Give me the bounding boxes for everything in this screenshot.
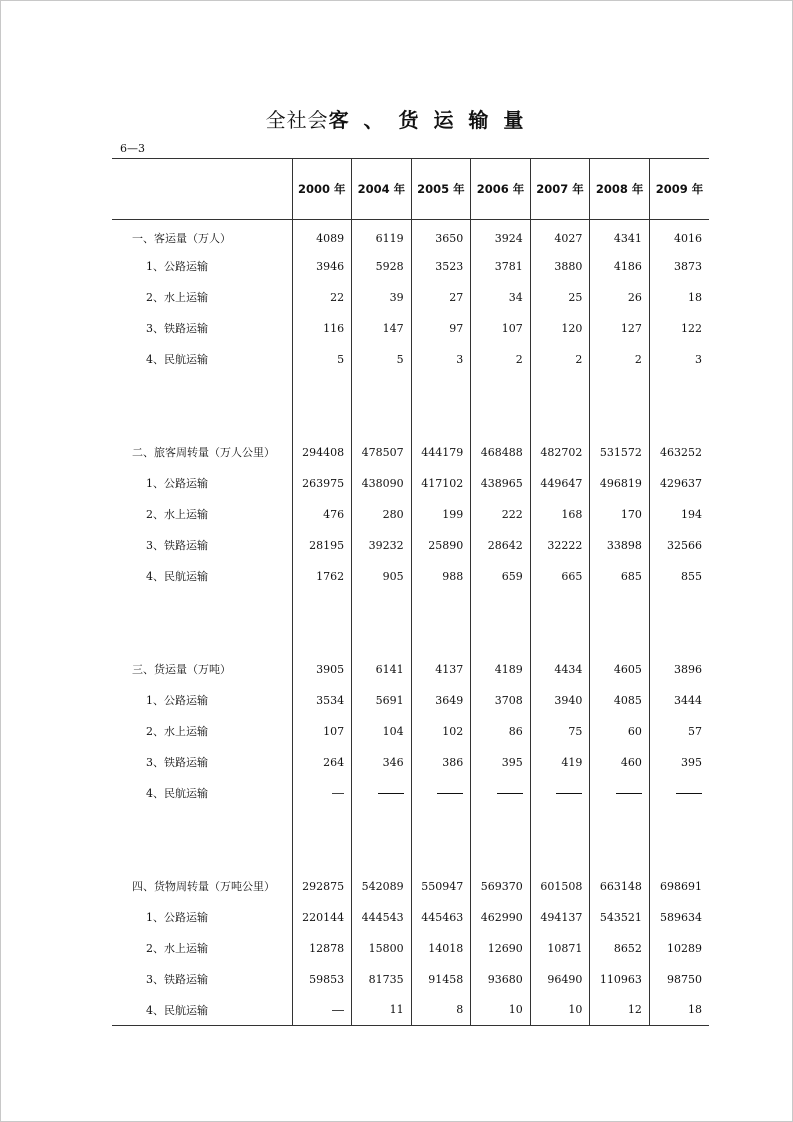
value-cell: 4016 (649, 220, 709, 251)
value-cell: 122 (649, 313, 709, 344)
value-cell: 96490 (530, 964, 590, 995)
spacer-cell (352, 840, 412, 871)
spacer-cell (590, 809, 650, 840)
table-header (112, 159, 709, 220)
row-label: 3、铁路运输 (146, 756, 208, 769)
spacer-row (112, 592, 709, 623)
spacer-cell (292, 375, 352, 406)
header-row (112, 159, 709, 220)
section-label: 一、客运量（万人） (132, 232, 231, 246)
table-row (112, 747, 709, 778)
table-number: 6—3 (120, 142, 145, 155)
value-cell: 3880 (530, 251, 590, 282)
table-row (112, 933, 709, 964)
value-cell (352, 778, 412, 809)
spacer-cell (352, 375, 412, 406)
value-cell: 988 (411, 561, 471, 592)
row-label: 4、民航运输 (146, 353, 208, 366)
value-cell: 3708 (471, 685, 531, 716)
row-label: 3、铁路运输 (146, 322, 208, 335)
row-label: 1、公路运输 (146, 260, 208, 273)
table-row (112, 499, 709, 530)
row-label: 3、铁路运输 (146, 973, 208, 986)
value-cell: 86 (471, 716, 531, 747)
value-cell: 4434 (530, 654, 590, 685)
value-cell: 8652 (590, 933, 650, 964)
value-cell: 855 (649, 561, 709, 592)
value-cell: 59853 (292, 964, 352, 995)
dash-mark (437, 793, 463, 794)
value-cell: 665 (530, 561, 590, 592)
value-cell: 34 (471, 282, 531, 313)
spacer-cell (590, 592, 650, 623)
value-cell: 222 (471, 499, 531, 530)
spacer-cell (649, 840, 709, 871)
spacer-cell (530, 623, 590, 654)
value-cell: 60 (590, 716, 650, 747)
value-cell: 27 (411, 282, 471, 313)
value-cell: 386 (411, 747, 471, 778)
row-label: 4、民航运输 (146, 787, 208, 800)
value-cell: 419 (530, 747, 590, 778)
spacer-cell (649, 623, 709, 654)
value-cell: 107 (292, 716, 352, 747)
value-cell: 104 (352, 716, 412, 747)
value-cell: 12 (590, 995, 650, 1026)
spacer-cell (112, 406, 292, 437)
value-cell: 107 (471, 313, 531, 344)
value-cell: 3650 (411, 220, 471, 251)
value-cell: 3649 (411, 685, 471, 716)
value-cell: 25 (530, 282, 590, 313)
value-cell: 18 (649, 282, 709, 313)
value-cell: 264 (292, 747, 352, 778)
spacer-cell (530, 809, 590, 840)
value-cell (292, 995, 352, 1026)
spacer-cell (411, 375, 471, 406)
value-cell: 601508 (530, 871, 590, 902)
year-header: 2007 年 (530, 159, 590, 220)
row-label: 1、公路运输 (146, 911, 208, 924)
value-cell: 429637 (649, 468, 709, 499)
value-cell: 444543 (352, 902, 412, 933)
value-cell: 28642 (471, 530, 531, 561)
value-cell: 6141 (352, 654, 412, 685)
table-row (112, 716, 709, 747)
value-cell: 39232 (352, 530, 412, 561)
value-cell: 4137 (411, 654, 471, 685)
spacer-cell (649, 406, 709, 437)
value-cell: 3924 (471, 220, 531, 251)
value-cell: 91458 (411, 964, 471, 995)
value-cell: 57 (649, 716, 709, 747)
value-cell: 698691 (649, 871, 709, 902)
value-cell: 2 (590, 344, 650, 375)
value-cell: 438965 (471, 468, 531, 499)
value-cell (411, 778, 471, 809)
value-cell: 147 (352, 313, 412, 344)
dash-mark (616, 793, 642, 794)
value-cell: 25890 (411, 530, 471, 561)
value-cell: 3523 (411, 251, 471, 282)
value-cell: 6119 (352, 220, 412, 251)
spacer-cell (292, 406, 352, 437)
dash-mark (676, 793, 702, 794)
value-cell: 263975 (292, 468, 352, 499)
section-total-row (112, 871, 709, 902)
spacer-cell (649, 809, 709, 840)
value-cell: 33898 (590, 530, 650, 561)
value-cell: 170 (590, 499, 650, 530)
value-cell: 663148 (590, 871, 650, 902)
value-cell: 4027 (530, 220, 590, 251)
spacer-row (112, 406, 709, 437)
value-cell: 4089 (292, 220, 352, 251)
spacer-cell (411, 623, 471, 654)
table-row (112, 778, 709, 809)
value-cell: 3946 (292, 251, 352, 282)
section-total-row (112, 220, 709, 251)
value-cell: 3896 (649, 654, 709, 685)
table-row (112, 282, 709, 313)
value-cell: 462990 (471, 902, 531, 933)
year-header: 2008 年 (590, 159, 650, 220)
value-cell: 496819 (590, 468, 650, 499)
value-cell: 199 (411, 499, 471, 530)
value-cell: 685 (590, 561, 650, 592)
value-cell: 445463 (411, 902, 471, 933)
value-cell: 3940 (530, 685, 590, 716)
row-label: 2、水上运输 (146, 291, 208, 304)
section-label: 三、货运量（万吨） (132, 663, 231, 676)
row-label: 2、水上运输 (146, 508, 208, 521)
value-cell: 395 (649, 747, 709, 778)
spacer-cell (292, 592, 352, 623)
value-cell: 4085 (590, 685, 650, 716)
value-cell: 4189 (471, 654, 531, 685)
page-title (0, 104, 793, 133)
spacer-cell (292, 623, 352, 654)
value-cell: 2 (471, 344, 531, 375)
row-label: 2、水上运输 (146, 942, 208, 955)
table-row (112, 685, 709, 716)
table-row (112, 902, 709, 933)
value-cell: 32222 (530, 530, 590, 561)
spacer-cell (112, 840, 292, 871)
value-cell: 10871 (530, 933, 590, 964)
table-row (112, 561, 709, 592)
value-cell: 3 (649, 344, 709, 375)
spacer-cell (590, 406, 650, 437)
row-label: 1、公路运输 (146, 477, 208, 490)
value-cell: 14018 (411, 933, 471, 964)
value-cell: 905 (352, 561, 412, 592)
year-header: 2005 年 (411, 159, 471, 220)
spacer-cell (112, 375, 292, 406)
value-cell: 3444 (649, 685, 709, 716)
value-cell: 5691 (352, 685, 412, 716)
spacer-cell (411, 406, 471, 437)
value-cell: 659 (471, 561, 531, 592)
spacer-cell (411, 809, 471, 840)
spacer-cell (590, 375, 650, 406)
value-cell: 346 (352, 747, 412, 778)
spacer-cell (112, 592, 292, 623)
value-cell (471, 778, 531, 809)
value-cell (292, 778, 352, 809)
value-cell: 10 (471, 995, 531, 1026)
section-label: 四、货物周转量（万吨公里） (132, 880, 275, 893)
spacer-row (112, 809, 709, 840)
value-cell: 531572 (590, 437, 650, 468)
spacer-cell (471, 375, 531, 406)
value-cell: 120 (530, 313, 590, 344)
value-cell (530, 778, 590, 809)
spacer-cell (112, 623, 292, 654)
value-cell: 4341 (590, 220, 650, 251)
value-cell: 5928 (352, 251, 412, 282)
value-cell: 22 (292, 282, 352, 313)
value-cell: 110963 (590, 964, 650, 995)
value-cell: 168 (530, 499, 590, 530)
value-cell: 75 (530, 716, 590, 747)
value-cell: 10 (530, 995, 590, 1026)
transport-volume-table (112, 158, 709, 1026)
value-cell: 97 (411, 313, 471, 344)
value-cell: 102 (411, 716, 471, 747)
value-cell: 444179 (411, 437, 471, 468)
row-label: 3、铁路运输 (146, 539, 208, 552)
year-header: 2000 年 (292, 159, 352, 220)
spacer-cell (352, 623, 412, 654)
value-cell: 2 (530, 344, 590, 375)
value-cell: 1762 (292, 561, 352, 592)
value-cell: 543521 (590, 902, 650, 933)
spacer-cell (590, 623, 650, 654)
value-cell: 127 (590, 313, 650, 344)
value-cell: 550947 (411, 871, 471, 902)
spacer-cell (112, 809, 292, 840)
value-cell: 116 (292, 313, 352, 344)
value-cell: 5 (352, 344, 412, 375)
value-cell: 98750 (649, 964, 709, 995)
table-row (112, 530, 709, 561)
spacer-cell (471, 840, 531, 871)
dash-mark (332, 1010, 344, 1011)
spacer-cell (352, 406, 412, 437)
value-cell (649, 778, 709, 809)
value-cell (590, 778, 650, 809)
spacer-row (112, 840, 709, 871)
year-header: 2004 年 (352, 159, 412, 220)
dash-mark (497, 793, 523, 794)
dash-mark (556, 793, 582, 794)
year-header: 2006 年 (471, 159, 531, 220)
value-cell: 18 (649, 995, 709, 1026)
value-cell: 12878 (292, 933, 352, 964)
spacer-cell (292, 840, 352, 871)
table-body (112, 220, 709, 1026)
spacer-cell (411, 840, 471, 871)
spacer-row (112, 375, 709, 406)
value-cell: 294408 (292, 437, 352, 468)
row-label: 2、水上运输 (146, 725, 208, 738)
value-cell: 220144 (292, 902, 352, 933)
table-row (112, 251, 709, 282)
value-cell: 438090 (352, 468, 412, 499)
value-cell: 468488 (471, 437, 531, 468)
row-label: 4、民航运输 (146, 570, 208, 583)
value-cell: 8 (411, 995, 471, 1026)
table-row (112, 313, 709, 344)
table-row (112, 468, 709, 499)
row-label: 1、公路运输 (146, 694, 208, 707)
value-cell: 482702 (530, 437, 590, 468)
spacer-cell (471, 809, 531, 840)
spacer-cell (292, 809, 352, 840)
spacer-cell (471, 406, 531, 437)
value-cell: 15800 (352, 933, 412, 964)
value-cell: 11 (352, 995, 412, 1026)
value-cell: 494137 (530, 902, 590, 933)
value-cell: 449647 (530, 468, 590, 499)
value-cell: 3781 (471, 251, 531, 282)
value-cell: 81735 (352, 964, 412, 995)
spacer-cell (649, 375, 709, 406)
value-cell: 28195 (292, 530, 352, 561)
title-part-1: 全社会 (265, 108, 329, 132)
value-cell: 417102 (411, 468, 471, 499)
value-cell: 93680 (471, 964, 531, 995)
value-cell: 3905 (292, 654, 352, 685)
value-cell: 26 (590, 282, 650, 313)
value-cell: 542089 (352, 871, 412, 902)
spacer-cell (649, 592, 709, 623)
value-cell: 4186 (590, 251, 650, 282)
value-cell: 395 (471, 747, 531, 778)
spacer-row (112, 623, 709, 654)
dash-mark (332, 793, 344, 794)
corner-cell (112, 159, 292, 220)
spacer-cell (530, 592, 590, 623)
value-cell: 10289 (649, 933, 709, 964)
spacer-cell (471, 592, 531, 623)
value-cell: 280 (352, 499, 412, 530)
value-cell: 476 (292, 499, 352, 530)
table-row (112, 344, 709, 375)
spacer-cell (471, 623, 531, 654)
spacer-cell (352, 592, 412, 623)
value-cell: 478507 (352, 437, 412, 468)
value-cell: 3534 (292, 685, 352, 716)
dash-mark (378, 793, 404, 794)
section-total-row (112, 437, 709, 468)
value-cell: 460 (590, 747, 650, 778)
value-cell: 463252 (649, 437, 709, 468)
value-cell: 3 (411, 344, 471, 375)
title-part-2: 客 、 货 运 输 量 (328, 108, 528, 132)
value-cell: 194 (649, 499, 709, 530)
value-cell: 3873 (649, 251, 709, 282)
value-cell: 292875 (292, 871, 352, 902)
spacer-cell (352, 809, 412, 840)
spacer-cell (530, 375, 590, 406)
table-row (112, 964, 709, 995)
section-total-row (112, 654, 709, 685)
spacer-cell (530, 840, 590, 871)
section-label: 二、旅客周转量（万人公里） (132, 446, 275, 459)
value-cell: 12690 (471, 933, 531, 964)
year-header: 2009 年 (649, 159, 709, 220)
value-cell: 39 (352, 282, 412, 313)
value-cell: 5 (292, 344, 352, 375)
value-cell: 4605 (590, 654, 650, 685)
value-cell: 569370 (471, 871, 531, 902)
spacer-cell (411, 592, 471, 623)
spacer-cell (530, 406, 590, 437)
row-label: 4、民航运输 (112, 995, 292, 1026)
value-cell: 589634 (649, 902, 709, 933)
value-cell: 32566 (649, 530, 709, 561)
spacer-cell (590, 840, 650, 871)
table-row (112, 995, 709, 1026)
